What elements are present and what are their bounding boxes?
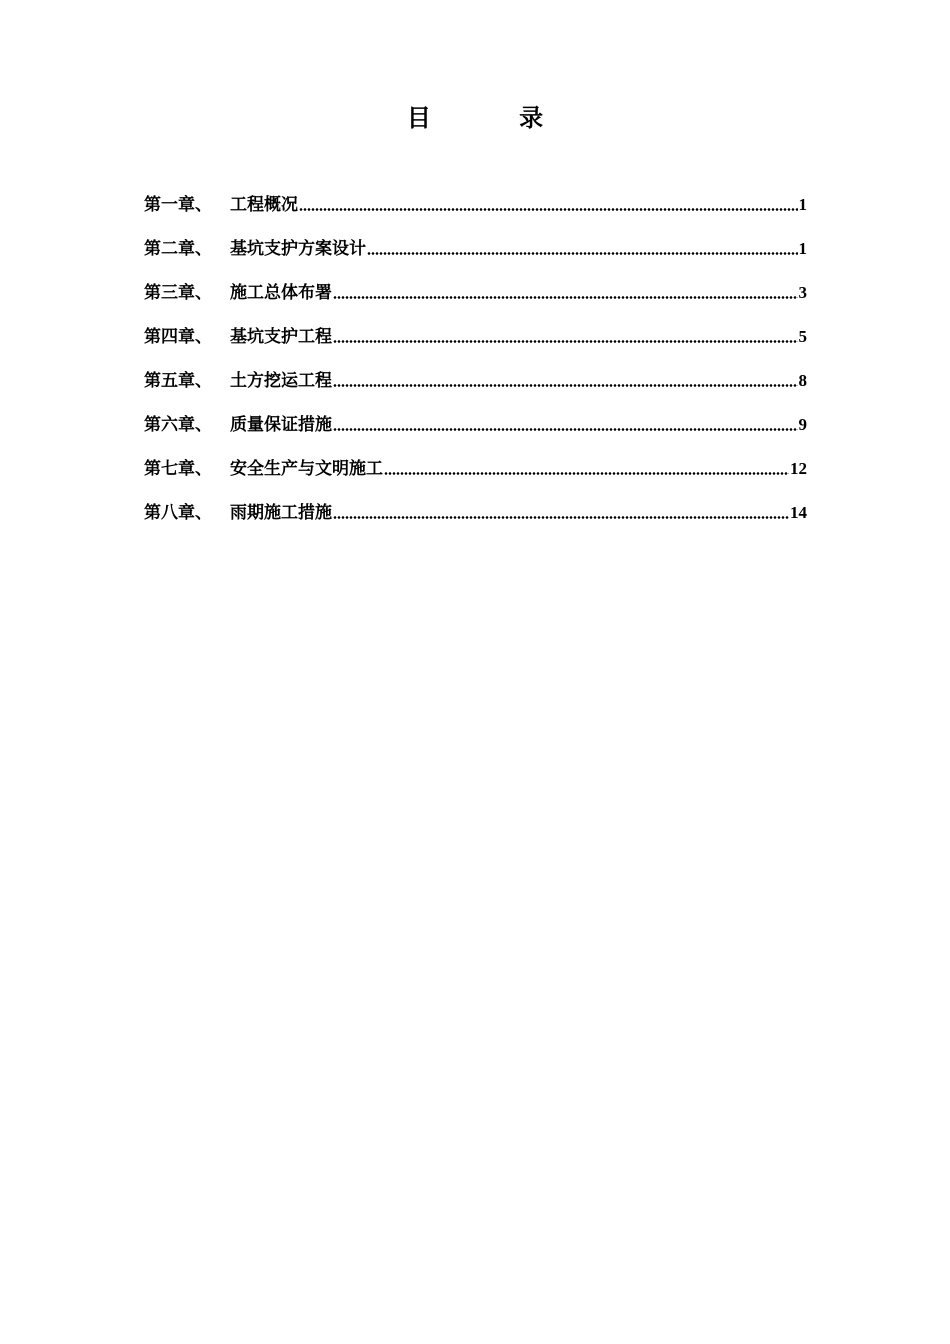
toc-title: 目 录 xyxy=(406,103,584,132)
toc-entry[interactable] xyxy=(144,237,807,261)
toc-dot-leader xyxy=(384,471,789,476)
toc-chapter-number: 第五章、 xyxy=(144,371,212,391)
toc-chapter-number: 第三章、 xyxy=(144,283,212,303)
toc-entry[interactable] xyxy=(144,457,807,481)
toc-page-number: 3 xyxy=(798,283,807,302)
toc-entry-title: 施工总体布署 xyxy=(230,283,332,303)
toc-entry[interactable] xyxy=(144,413,807,437)
toc-entry-title: 土方挖运工程 xyxy=(230,371,332,391)
toc-entry-title: 雨期施工措施 xyxy=(230,503,332,523)
toc-chapter-number: 第一章、 xyxy=(144,195,212,215)
toc-entry[interactable] xyxy=(144,193,807,217)
toc-chapter-number: 第七章、 xyxy=(144,459,212,479)
toc-entry[interactable] xyxy=(144,325,807,349)
toc-entry[interactable] xyxy=(144,369,807,393)
toc-entry-title: 工程概况 xyxy=(230,195,298,215)
toc-dot-leader xyxy=(333,427,798,432)
toc-entry[interactable] xyxy=(144,281,807,305)
toc-entry-title: 安全生产与文明施工 xyxy=(230,459,383,479)
toc-dot-leader xyxy=(367,251,798,256)
toc-dot-leader xyxy=(333,383,798,388)
toc-chapter-number: 第八章、 xyxy=(144,503,212,523)
toc-chapter-number: 第四章、 xyxy=(144,327,212,347)
toc-page-number: 8 xyxy=(798,371,807,390)
toc-dot-leader xyxy=(333,515,789,520)
toc-entry-title: 基坑支护工程 xyxy=(230,327,332,347)
toc-page-number: 12 xyxy=(790,459,807,478)
toc-page-number: 9 xyxy=(798,415,807,434)
toc-page-number: 14 xyxy=(790,503,807,522)
toc-entry-title: 质量保证措施 xyxy=(230,415,332,435)
toc-entry[interactable] xyxy=(144,501,807,525)
toc-entry-title: 基坑支护方案设计 xyxy=(230,239,366,259)
toc-chapter-number: 第六章、 xyxy=(144,415,212,435)
toc-list xyxy=(144,193,807,545)
toc-dot-leader xyxy=(333,295,798,300)
toc-page-number: 1 xyxy=(798,195,807,214)
toc-dot-leader xyxy=(299,207,798,212)
toc-page-number: 5 xyxy=(798,327,807,346)
toc-dot-leader xyxy=(333,339,798,344)
toc-chapter-number: 第二章、 xyxy=(144,239,212,259)
toc-page-number: 1 xyxy=(798,239,807,258)
